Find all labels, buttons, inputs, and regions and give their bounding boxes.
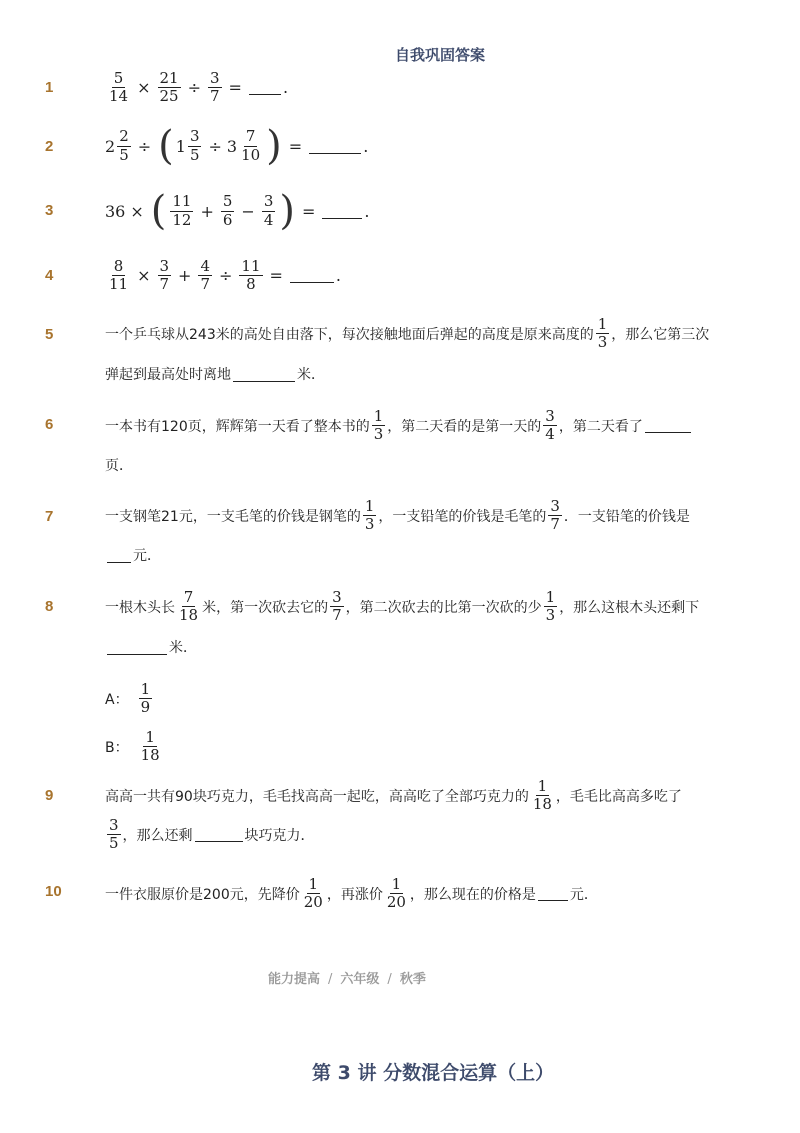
- question-8-line-2: [105, 637, 197, 657]
- fraction: $\frac{3}{7}$: [159, 257, 170, 294]
- option-b[interactable]: [105, 729, 164, 765]
- question-number: 1: [45, 79, 54, 96]
- question-text: ．一支铅笔的价钱是: [563, 508, 690, 525]
- question-8-line-1: [105, 589, 699, 625]
- option-label: B：: [105, 739, 129, 756]
- fraction: $\frac{1}{18}$: [140, 728, 160, 765]
- question-text: 一件衣服原价是200元，先降价: [105, 886, 300, 903]
- question-text: 块巧克力．: [244, 827, 315, 844]
- question-text: 一本书有120页，辉辉第一天看了整本书的: [105, 418, 370, 435]
- question-5-line-2: [105, 364, 325, 384]
- fraction: $\frac{3}{7}$: [210, 69, 220, 106]
- answer-blank[interactable]: [195, 827, 243, 842]
- option-label: A：: [105, 691, 129, 708]
- fraction: $\frac{4}{7}$: [200, 257, 210, 294]
- fraction: $\frac{7}{18}$: [179, 588, 199, 625]
- fraction: $\frac{5}{6}$: [222, 192, 233, 229]
- question-text: ，那么它第三次: [611, 326, 710, 343]
- question-text: 一支钢笔21元，一支毛笔的价钱是钢笔的: [105, 508, 361, 525]
- answer-blank[interactable]: [290, 268, 334, 283]
- question-text: 弹起到最高处时离地: [105, 367, 231, 383]
- question-10: [105, 876, 598, 912]
- question-1: $\frac{5}{14}$ × $\frac{21}{25}$ ÷ $\frac{3}{7}$ = .: [109, 69, 289, 106]
- question-text: 元．: [569, 886, 598, 903]
- footer-grade: 六年级: [340, 972, 380, 987]
- fraction: $\frac{7}{10}$: [241, 127, 261, 164]
- answer-blank[interactable]: [249, 80, 281, 95]
- fraction: $\frac{1}{20}$: [386, 875, 406, 912]
- fraction: $\frac{21}{25}$: [159, 69, 179, 106]
- question-number: 10: [45, 883, 62, 900]
- question-text: 元．: [133, 548, 161, 564]
- question-text: 米．: [297, 367, 325, 383]
- answer-blank[interactable]: [107, 548, 131, 563]
- fraction: $\frac{3}{7}$: [332, 588, 342, 625]
- question-number: 5: [45, 326, 54, 343]
- fraction: $\frac{5}{14}$: [109, 69, 129, 106]
- fraction: $\frac{1}{18}$: [532, 777, 552, 814]
- fraction: $\frac{1}{3}$: [364, 497, 375, 534]
- question-4: $\frac{8}{11}$ × $\frac{3}{7}$ + $\frac{4}{7}$ ÷ $\frac{11}{8}$ = .: [109, 257, 341, 294]
- fraction: $\frac{8}{11}$: [109, 257, 129, 294]
- fraction: $\frac{3}{4}$: [263, 192, 274, 229]
- question-text: 米，第一次砍去它的: [202, 599, 329, 616]
- footer-breadcrumb: [268, 968, 426, 987]
- question-text: 一根木头长: [105, 599, 175, 616]
- question-text: 米．: [169, 640, 197, 656]
- question-7-line-2: [105, 545, 161, 565]
- question-number: 6: [45, 416, 54, 433]
- fraction: $\frac{1}{3}$: [373, 407, 384, 444]
- question-number: 8: [45, 598, 54, 615]
- question-text: 页．: [105, 458, 133, 474]
- fraction: $\frac{11}{12}$: [172, 192, 192, 229]
- question-text: ，第二天看的是第一天的: [387, 418, 542, 435]
- answer-blank[interactable]: [538, 886, 568, 901]
- answer-blank[interactable]: [322, 204, 362, 219]
- question-text: ，一支铅笔的价钱是毛笔的: [378, 508, 547, 525]
- fraction: $\frac{3}{7}$: [550, 497, 560, 534]
- question-text: 一个乒乓球从243米的高处自由落下，每次接触地面后弹起的高度是原来高度的: [105, 326, 594, 343]
- footer-separator: /: [387, 972, 392, 987]
- question-text: 高高一共有90块巧克力，毛毛找高高一起吃，高高吃了全部巧克力的: [105, 788, 529, 805]
- fraction: $\frac{3}{5}$: [109, 816, 119, 853]
- question-text: ，那么还剩: [122, 827, 193, 844]
- question-text: ，毛毛比高高多吃了: [555, 788, 682, 805]
- question-6-line-1: [105, 408, 693, 444]
- fraction: $\frac{1}{3}$: [597, 315, 608, 352]
- answer-blank[interactable]: [233, 367, 295, 382]
- question-5-line-1: [105, 316, 709, 352]
- fraction: $\frac{1}{20}$: [303, 875, 323, 912]
- question-number: 7: [45, 508, 54, 525]
- question-text: ，第二天看了: [558, 418, 643, 435]
- fraction: $\frac{3}{4}$: [545, 407, 555, 444]
- footer-separator: /: [328, 972, 333, 987]
- question-2: 2 $\frac{2}{5}$ ÷ ( 1 $\frac{3}{5}$ ÷ 3 $\frac{7}{10}$ ) = .: [105, 123, 369, 169]
- question-9-line-2: [105, 817, 315, 853]
- page-title: 自我巩固答案: [394, 46, 485, 64]
- question-9-line-1: [105, 778, 682, 814]
- answer-blank[interactable]: [645, 418, 691, 433]
- lecture-title: 第 3 讲 分数混合运算（上）: [312, 1062, 555, 1084]
- question-text: ，那么这根木头还剩下: [559, 599, 700, 616]
- question-text: ，那么现在的价格是: [409, 886, 536, 903]
- answer-blank[interactable]: [309, 139, 361, 154]
- question-7-line-1: [105, 498, 690, 534]
- fraction: $\frac{1}{3}$: [545, 588, 556, 625]
- question-number: 4: [45, 267, 54, 284]
- question-text: ，第二次砍去的比第一次砍的少: [345, 599, 542, 616]
- footer-course: 能力提高: [268, 972, 321, 987]
- question-3: 36 × ( $\frac{11}{12}$ + $\frac{5}{6}$ − $\frac{3}{4}$ ) = .: [105, 188, 370, 234]
- fraction: $\frac{2}{5}$: [119, 127, 129, 164]
- question-6-line-2: [105, 455, 133, 475]
- footer-term: 秋季: [399, 972, 426, 987]
- question-text: ，再涨价: [326, 886, 383, 903]
- fraction: $\frac{3}{5}$: [189, 127, 200, 164]
- fraction: $\frac{11}{8}$: [241, 257, 261, 294]
- fraction: $\frac{1}{9}$: [140, 680, 151, 717]
- answer-blank[interactable]: [107, 640, 167, 655]
- option-a[interactable]: [105, 681, 154, 717]
- question-number: 9: [45, 787, 54, 804]
- question-number: 2: [45, 138, 54, 155]
- question-number: 3: [45, 202, 54, 219]
